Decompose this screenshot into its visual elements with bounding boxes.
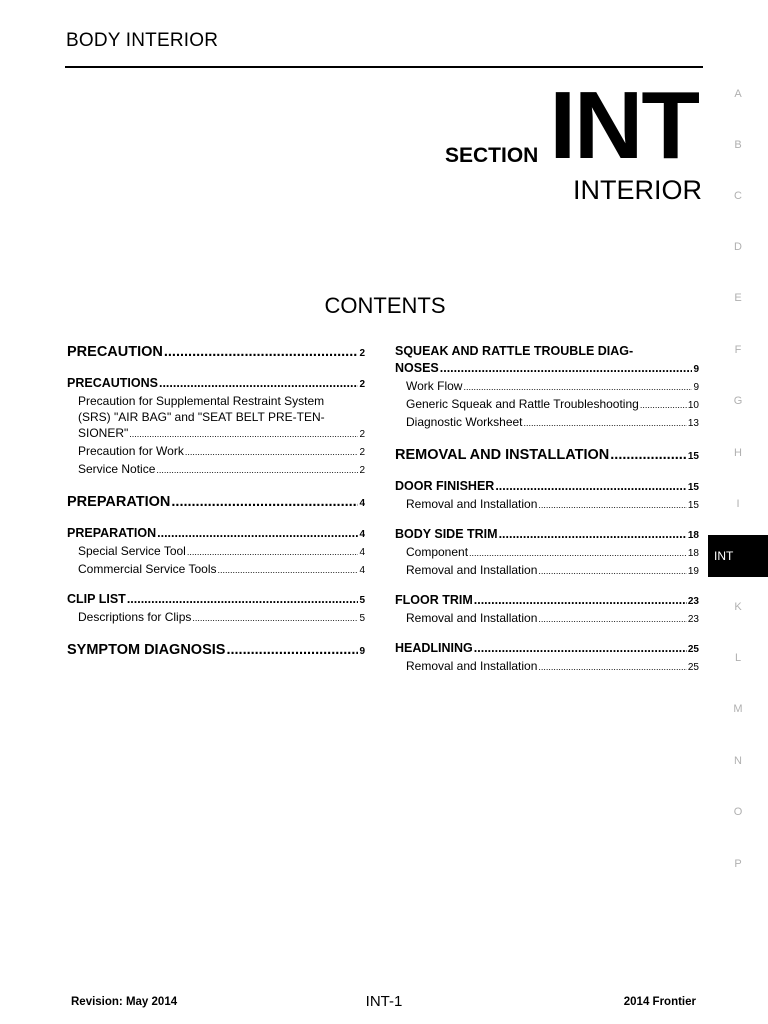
- toc-label: BODY SIDE TRIM: [395, 527, 498, 541]
- footer-page-id: INT-1: [365, 993, 403, 1010]
- side-index-letter[interactable]: N: [734, 755, 742, 767]
- toc-line: [406, 562, 699, 580]
- side-index-letter[interactable]: F: [734, 344, 742, 356]
- toc-label: Precaution for Work: [78, 444, 184, 458]
- toc-line: [395, 640, 699, 658]
- section-name: INTERIOR: [572, 175, 702, 205]
- toc-line: [78, 609, 365, 627]
- toc-page-number: 19: [687, 566, 699, 577]
- toc-line: [78, 543, 365, 561]
- toc-entry-heading[interactable]: [395, 343, 699, 378]
- toc-page-number: 15: [687, 500, 699, 511]
- contents-heading: CONTENTS: [324, 293, 446, 318]
- toc-entry-major[interactable]: [395, 446, 699, 466]
- toc-leader-dots: [218, 562, 359, 578]
- side-index-letter[interactable]: L: [734, 652, 742, 664]
- toc-entry-sub[interactable]: [67, 561, 365, 579]
- toc-entry-heading[interactable]: [67, 591, 365, 609]
- toc-label: Commercial Service Tools: [78, 562, 217, 576]
- toc-leader-dots: [474, 640, 687, 657]
- side-index-letter[interactable]: H: [734, 447, 742, 459]
- toc-label: Service Notice: [78, 462, 156, 476]
- side-index-letter[interactable]: D: [734, 241, 742, 253]
- toc-entry-heading[interactable]: [395, 592, 699, 610]
- toc-line: [67, 375, 365, 393]
- toc-line: [67, 591, 365, 609]
- toc-line: [395, 592, 699, 610]
- toc-entry-major[interactable]: [67, 493, 365, 513]
- toc-label: NOSES: [395, 361, 439, 375]
- toc-line: [78, 461, 365, 479]
- toc-line: [67, 641, 365, 661]
- toc-label: Removal and Installation: [406, 659, 538, 673]
- toc-line: [406, 658, 699, 676]
- toc-line: [78, 561, 365, 579]
- toc-leader-dots: [127, 591, 359, 608]
- side-index-letter[interactable]: I: [736, 498, 740, 510]
- toc-line: [406, 610, 699, 628]
- toc-label: Removal and Installation: [406, 563, 538, 577]
- toc-page-number: 2: [359, 447, 365, 458]
- side-tab-active[interactable]: INT: [708, 535, 768, 577]
- side-index-letter[interactable]: B: [734, 139, 742, 151]
- toc-page-number: 5: [359, 613, 365, 624]
- toc-leader-dots: [610, 446, 687, 464]
- toc-entry-sub[interactable]: [395, 414, 699, 432]
- toc-leader-dots: [538, 563, 686, 579]
- toc-page-number: 10: [687, 400, 699, 411]
- toc-page-number: 2: [359, 348, 365, 359]
- toc-page-number: 15: [687, 482, 699, 493]
- toc-leader-dots: [157, 525, 358, 542]
- toc-leader-dots: [129, 426, 358, 442]
- toc-entry-heading[interactable]: [395, 478, 699, 496]
- toc-page-number: 4: [359, 565, 365, 576]
- toc-leader-dots: [474, 592, 687, 609]
- toc-page-number: 25: [687, 662, 699, 673]
- toc-page-number: 18: [687, 548, 699, 559]
- toc-label: Work Flow: [406, 379, 463, 393]
- toc-line: [395, 526, 699, 544]
- toc-page-number: 2: [359, 465, 365, 476]
- toc-leader-dots: [171, 493, 358, 511]
- toc-leader-dots: [495, 478, 687, 495]
- toc-entry-sub[interactable]: [67, 609, 365, 627]
- toc-page-number: 5: [359, 595, 365, 606]
- toc-label: Diagnostic Worksheet: [406, 415, 523, 429]
- toc-leader-dots: [164, 343, 359, 361]
- toc-page-number: 15: [687, 451, 699, 462]
- toc-entry-sub[interactable]: [67, 443, 365, 461]
- toc-leader-dots: [187, 544, 359, 560]
- toc-page-number: 4: [359, 498, 365, 509]
- toc-line: [406, 544, 699, 562]
- side-index-letter[interactable]: G: [733, 395, 743, 407]
- toc-entry-sub[interactable]: [395, 396, 699, 414]
- toc-entry-heading[interactable]: [395, 640, 699, 658]
- toc-label-line: (SRS) "AIR BAG" and "SEAT BELT PRE-TEN-: [78, 410, 325, 424]
- toc-line: [406, 496, 699, 514]
- toc-leader-dots: [524, 415, 687, 431]
- toc-line: [67, 525, 365, 543]
- toc-label: Removal and Installation: [406, 611, 538, 625]
- side-index-letter[interactable]: M: [733, 703, 743, 715]
- toc-right-column: [395, 343, 699, 676]
- toc-label: Removal and Installation: [406, 497, 538, 511]
- toc-line: [395, 478, 699, 496]
- toc-entry-heading[interactable]: [67, 375, 365, 393]
- side-index-letter[interactable]: K: [734, 601, 742, 613]
- toc-label: PRECAUTION: [67, 344, 163, 360]
- toc-leader-dots: [226, 641, 358, 659]
- toc-left-column: [67, 343, 365, 661]
- toc-label: PREPARATION: [67, 526, 157, 540]
- toc-label: HEADLINING: [395, 641, 473, 655]
- toc-entry-sub[interactable]: [395, 496, 699, 514]
- toc-page-number: 13: [687, 418, 699, 429]
- toc-page-number: 4: [359, 529, 365, 540]
- toc-entry-major[interactable]: [67, 343, 365, 363]
- footer-model: 2014 Frontier: [623, 996, 696, 1008]
- toc-line: [395, 360, 699, 378]
- side-index-letter[interactable]: C: [734, 190, 742, 202]
- toc-leader-dots: [156, 462, 358, 478]
- toc-line: [395, 446, 699, 466]
- section-label: SECTION: [445, 144, 539, 167]
- toc-page-number: 23: [687, 614, 699, 625]
- side-index-letter[interactable]: P: [734, 858, 742, 870]
- toc-line: [406, 414, 699, 432]
- toc-leader-dots: [499, 526, 687, 543]
- toc-leader-dots: [538, 611, 686, 627]
- toc-line: [406, 378, 699, 396]
- toc-leader-dots: [159, 375, 358, 392]
- toc-entry-sub[interactable]: [67, 461, 365, 479]
- toc-line: [67, 493, 365, 513]
- toc-line: [78, 443, 365, 461]
- toc-line: [406, 396, 699, 414]
- toc-entry-sub[interactable]: [395, 658, 699, 676]
- title-rule: [65, 66, 703, 68]
- toc-label: SIONER": [78, 426, 129, 440]
- toc-page-number: 4: [359, 547, 365, 558]
- footer-revision: Revision: May 2014: [71, 996, 178, 1008]
- toc-page-number: 9: [359, 646, 365, 657]
- toc-entry-sub[interactable]: [67, 393, 365, 443]
- toc-page-number: 2: [359, 429, 365, 440]
- toc-label: Descriptions for Clips: [78, 610, 192, 624]
- toc-label: REMOVAL AND INSTALLATION: [395, 447, 610, 463]
- toc-entry-sub[interactable]: [395, 544, 699, 562]
- toc-entry-sub[interactable]: [395, 378, 699, 396]
- toc-leader-dots: [440, 360, 693, 377]
- section-code: INT: [549, 72, 698, 179]
- toc-page-number: 9: [693, 364, 699, 375]
- toc-entry-heading[interactable]: [395, 526, 699, 544]
- toc-leader-dots: [538, 659, 686, 675]
- side-index-letter[interactable]: E: [734, 292, 742, 304]
- toc-line: [67, 343, 365, 363]
- toc-entry-heading[interactable]: [67, 525, 365, 543]
- toc-page-number: 2: [359, 379, 365, 390]
- toc-page-number: 23: [687, 596, 699, 607]
- toc-label: FLOOR TRIM: [395, 593, 473, 607]
- toc-leader-dots: [463, 379, 692, 395]
- toc-entry-sub[interactable]: [395, 562, 699, 580]
- toc-page-number: 9: [693, 382, 699, 393]
- toc-label: Special Service Tool: [78, 544, 186, 558]
- toc-entry-major[interactable]: [67, 641, 365, 661]
- document-title: BODY INTERIOR: [66, 30, 219, 51]
- toc-leader-dots: [538, 497, 686, 513]
- side-index-letter[interactable]: O: [733, 806, 743, 818]
- side-index-letter[interactable]: A: [734, 88, 742, 100]
- toc-page-number: 25: [687, 644, 699, 655]
- toc-label: PRECAUTIONS: [67, 376, 158, 390]
- toc-page-number: 18: [687, 530, 699, 541]
- toc-leader-dots: [192, 610, 358, 626]
- toc-label: PREPARATION: [67, 494, 171, 510]
- toc-entry-sub[interactable]: [67, 543, 365, 561]
- toc-label: CLIP LIST: [67, 592, 126, 606]
- toc-label-line: SQUEAK AND RATTLE TROUBLE DIAG-: [395, 344, 634, 358]
- toc-leader-dots: [469, 545, 687, 561]
- toc-label: DOOR FINISHER: [395, 479, 495, 493]
- toc-entry-sub[interactable]: [395, 610, 699, 628]
- toc-line: [78, 425, 365, 443]
- toc-leader-dots: [185, 444, 359, 460]
- toc-label: SYMPTOM DIAGNOSIS: [67, 642, 226, 658]
- toc-label: Generic Squeak and Rattle Troubleshooting: [406, 397, 639, 411]
- toc-leader-dots: [640, 397, 687, 413]
- toc-label-line: Precaution for Supplemental Restraint System: [78, 394, 325, 408]
- toc-label: Component: [406, 545, 469, 559]
